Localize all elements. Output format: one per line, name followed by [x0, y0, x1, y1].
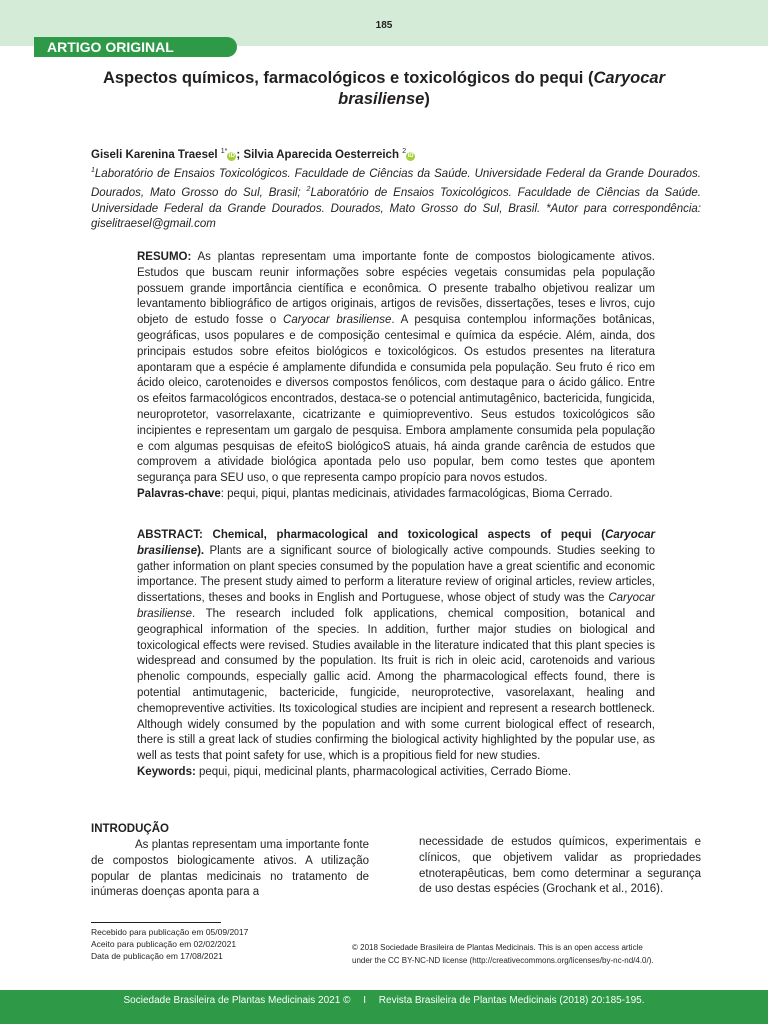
- keywords-label: Keywords:: [137, 765, 196, 778]
- resumo-part-1: As plantas representam uma importante fonte de compostos biologicamente ativos. Estudos que buscam reunir informações sobre espécies vegetais consumidas pela população possuem grande importância científica e econômica. O presente trabalho objetivou realizar um levantamento bibliográfico de artigos originais, artigos de revisões, dissertações, teses e livros, cujo objeto de estudo fosse o: [137, 251, 655, 327]
- palavras-chave-text: : pequi, piqui, plantas medicinais, atividades farmacológicas, Bioma Cerrado.: [220, 487, 613, 500]
- author-2-name: Silvia Aparecida Oesterreich: [243, 148, 399, 161]
- abstract-label: ABSTRACT: Chemical, pharmacological and toxicological aspects of pequi (: [137, 529, 606, 541]
- article-title: [70, 68, 698, 110]
- resumo-part-2: . A pesquisa contemplou informações botânicas, geográficas, usos populares e de composição centesimal e química da espécie. Além, ainda, dos principais estudos sobre efeitos biológicos e toxicológicos. Os estudos presentes na literatura apontaram que a espécie é amplamente difundida e consumida pela população. Seu fruto é rico em ácido oleico, carotenoides e diversos compostos fenólicos, com destaque para o ácido gálico. Entre os efeitos farmacológicos encontrados, destaca-se o potencial antimutagênico, bactericida, fungicida, neuroprotetor, vasorrelaxante, cicatrizante e quimiopreventivo. Seus estudos toxicológicos são incipientes e representam um gargalo de pesquisa. Embora amplamente consumida pela população e com algumas pesquisas de efeitoS biológicoS atuais, há ainda grande carência de estudos que comprovem a atividade biológica apontada pelo uso popular, bem como testes que apontem segurança para SEU uso, o que representa campo propício para novos estudos.: [137, 314, 655, 485]
- footnote-divider: [91, 922, 221, 923]
- footer-separator: I: [363, 995, 367, 1006]
- intro-right-column: necessidade de estudos químicos, experimentais e clínicos, que objetivem validar as propriedades etnoterapêuticas, bem como determinar a segurança de uso destas espécies (Grochank et al., 2016).: [419, 836, 701, 896]
- abstract-part-1: Plants are a significant source of biologically active compounds. Studies seeking to gather information on plant species consumed by the population have a great scientific and economic importance. The present study aimed to perform a literature review of original articles, review articles, dissertations, theses and books in English and Portuguese, whose object of study was the: [137, 544, 655, 605]
- footer-journal: Revista Brasileira de Plantas Medicinais (2018) 20:185-195.: [378, 995, 645, 1006]
- title-text: Aspectos químicos, farmacológicos e toxicológicos do pequi (: [102, 69, 594, 87]
- affil-sup-2: 2: [306, 186, 311, 194]
- orcid-icon[interactable]: iD: [228, 152, 235, 159]
- author-1-sup: 1*: [220, 148, 228, 155]
- orcid-icon[interactable]: iD: [407, 152, 414, 159]
- affiliations: [91, 163, 701, 233]
- intro-heading: INTRODUÇÃO: [91, 823, 169, 835]
- abstract-label-end: ).: [197, 544, 205, 557]
- palavras-chave-label: Palavras-chave: [137, 487, 221, 500]
- abstract-label-species: Caryocar brasiliense: [137, 529, 655, 557]
- affil-sup-1: 1: [91, 167, 95, 174]
- resumo-label: RESUMO:: [137, 251, 192, 263]
- author-2-sup: 2: [402, 148, 407, 155]
- title-close: ): [424, 90, 430, 108]
- abstract-species: Caryocar brasiliense: [137, 592, 655, 620]
- license-line-1: © 2018 Sociedade Brasileira de Plantas Medicinais. This is an open access article: [352, 943, 643, 952]
- author-1-name: Giseli Karenina Traesel: [91, 148, 218, 161]
- section-tag: ARTIGO ORIGINAL: [34, 37, 237, 57]
- license-notice: [352, 942, 712, 967]
- abstract-text: [137, 528, 655, 765]
- footer-bar: [0, 990, 768, 1024]
- publication-dates: [91, 926, 248, 962]
- date-published: Data de publicação em 17/08/2021: [91, 951, 223, 961]
- author-line: [91, 144, 701, 163]
- palavras-chave: [137, 487, 655, 503]
- abstract-block: [137, 528, 655, 781]
- page-number: 185: [375, 20, 393, 31]
- abstract-part-2: . The research included folk applications, chemical composition, botanical and geographical information of the species. In addition, further major studies on biological and toxicological effects were revised. Studies available in the literature indicated that this plant species is widespread and consumed by the population. Its fruit is rich in oleic acid, carotenoids and various phenolic compounds, especially gallic acid. Among the pharmacological effects found, there is potential antimutagenic, bactericide, fungicide, neuroprotective, vasorelaxant, healing and chemopreventive activities. Its toxicological studies are incipient and represent a research bottleneck. Although widely consumed by the population and with some current biological effect of research, there is still a great lack of studies confirming the biological activity highlighted by the popular use, as well as tests that point safety for use, which is a propitious field for new studies.: [137, 607, 655, 763]
- footer-content: [0, 990, 768, 1010]
- keywords-text: pequi, piqui, medicinal plants, pharmacological activities, Cerrado Biome.: [195, 765, 572, 778]
- date-accepted: Aceito para publicação em 02/02/2021: [91, 939, 237, 949]
- date-received: Recebido para publicação em 05/09/2017: [91, 927, 249, 937]
- affil-text-1: Laboratório de Ensaios Toxicológicos. Faculdade de Ciências da Saúde. Universidade Federal da Grande Dourados. Dourados, Mato Grosso do Sul, Brasil;: [91, 167, 701, 200]
- resumo-species: Caryocar brasiliense: [283, 314, 392, 327]
- license-line-2[interactable]: under the CC BY-NC-ND license (http://creativecommons.org/licenses/by-nc-nd/4.0/).: [352, 955, 654, 965]
- resumo-block: [137, 250, 655, 503]
- intro-left-column: As plantas representam uma importante fonte de compostos biologicamente ativos. A utilização popular de plantas medicinais no tratamento de inúmeras doenças aponta para a: [91, 839, 369, 899]
- resumo-text: [137, 250, 655, 487]
- affil-text-2: Laboratório de Ensaios Toxicológicos. Faculdade de Ciências da Saúde. Universidade Federal da Grande Dourados. Dourados, Mato Grosso do Sul, Brasil. *Autor para correspondência: giselitraesel@gmail.com: [91, 187, 702, 231]
- keywords: [137, 765, 655, 781]
- title-species: Caryocar brasiliense: [338, 69, 666, 108]
- footer-society: Sociedade Brasileira de Plantas Medicinais 2021 ©: [123, 995, 351, 1006]
- author-separator: ;: [236, 148, 244, 161]
